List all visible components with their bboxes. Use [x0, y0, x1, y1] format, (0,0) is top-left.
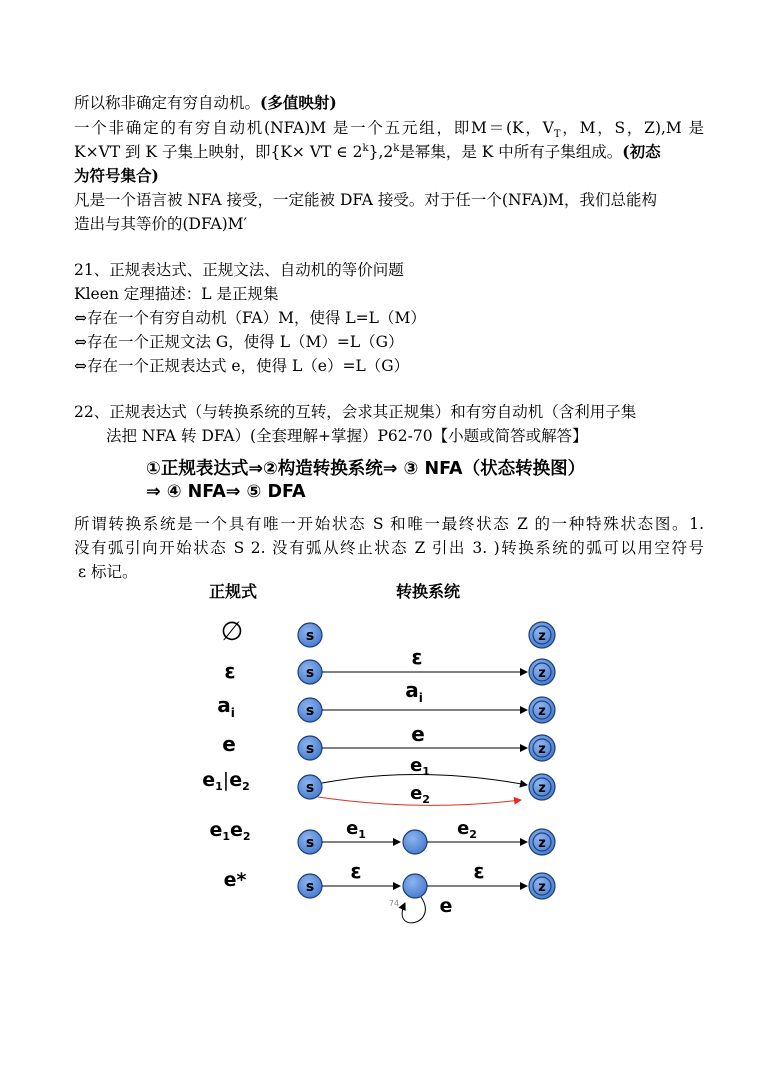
regex-kleene-star: e*: [223, 869, 247, 891]
svg-text:s: s: [305, 835, 315, 851]
svg-text:s: s: [305, 665, 315, 681]
final-state: [529, 774, 555, 800]
regex-epsilon: ε: [224, 659, 236, 683]
regex-alternation: $e_1|e_2$: [202, 769, 250, 793]
edge-label: ε: [411, 645, 423, 669]
start-state: [298, 623, 322, 647]
list-item: ⇔存在一个正规文法 G，使得 L（M）=L（G）: [74, 333, 404, 351]
steps-line: ①正规表达式⇒②构造转换系统⇒ ③ NFA（状态转换图）: [146, 459, 586, 479]
self-loop-arrow: [402, 897, 425, 923]
paragraph-line: 为符号集合): [74, 166, 159, 185]
svg-text:s: s: [305, 780, 315, 796]
edge-label: $e_1$: [346, 818, 366, 841]
edge-label: $e_2$: [410, 783, 430, 806]
page-number: 74: [388, 899, 400, 908]
regex-concatenation: $e_1e_2$: [209, 819, 251, 843]
superscript: k: [362, 142, 369, 154]
text: 是幂集，是 K 中所有子集组成。: [399, 143, 623, 161]
final-state: [529, 697, 555, 723]
paragraph-line: 凡是一个语言被 NFA 接受，一定能被 DFA 接受。对于任一个(NFA)M，我们总能构: [74, 191, 658, 209]
start-state: [298, 698, 322, 722]
svg-text:s: s: [305, 628, 315, 644]
bold-text: (多值映射): [260, 93, 337, 112]
svg-text:z: z: [538, 704, 546, 719]
svg-text:s: s: [305, 703, 315, 719]
section-heading: 21、正规表达式、正规文法、自动机的等价问题: [74, 261, 404, 279]
svg-text:z: z: [538, 629, 546, 644]
svg-text:z: z: [538, 666, 546, 681]
column-header-system: 转换系统: [395, 582, 461, 601]
superscript: k: [393, 142, 400, 154]
column-header-regex: 正规式: [208, 582, 258, 601]
section-heading-cont: 法把 NFA 转 DFA）(全套理解+掌握）P62-70【小题或简答或解答】: [106, 427, 588, 445]
bold-text: (初态: [622, 142, 661, 161]
text: },2: [368, 143, 394, 161]
subscript: T: [553, 129, 561, 141]
edge-label: $a_i$: [405, 678, 423, 705]
edge-label: $e_2$: [457, 818, 477, 841]
svg-text:s: s: [305, 879, 315, 895]
start-state: [298, 874, 322, 898]
final-state: [529, 829, 555, 855]
paragraph-line: 所谓转换系统是一个具有唯一开始状态 S 和唯一最终状态 Z 的一种特殊状态图。1.: [74, 515, 704, 533]
paragraph-line: ε 标记。: [78, 563, 138, 581]
section-heading: 22、正规表达式（与转换系统的互转，会求其正规集）和有穷自动机（含利用子集: [74, 403, 637, 421]
final-state: [529, 659, 555, 685]
svg-text:s: s: [305, 741, 315, 757]
final-state: [529, 735, 555, 761]
svg-text:z: z: [538, 836, 546, 851]
intermediate-state: [403, 874, 427, 898]
edge-label: ε: [350, 859, 362, 883]
svg-text:z: z: [538, 880, 546, 895]
text: 一个非确定的有穷自动机(NFA)M 是一个五元组，即M＝(K，V: [74, 119, 554, 137]
regex-empty-set: ∅: [220, 617, 244, 647]
regex-ai: $a_i$: [217, 693, 235, 720]
svg-text:z: z: [538, 742, 546, 757]
text: 所以称非确定有穷自动机。: [74, 94, 261, 112]
paragraph-line: 造出与其等价的(DFA)M′: [74, 215, 248, 233]
start-state: [298, 736, 322, 760]
start-state: [298, 660, 322, 684]
list-item: ⇔存在一个有穷自动机（FA）M，使得 L=L（M）: [74, 309, 426, 327]
steps-line: ⇒ ④ NFA⇒ ⑤ DFA: [146, 482, 306, 502]
intermediate-state: [403, 830, 427, 854]
svg-text:z: z: [538, 781, 546, 796]
start-state: [298, 775, 322, 799]
final-state: [529, 622, 555, 648]
start-state: [298, 830, 322, 854]
text: K×VT 到 K 子集上映射，即{K× VT ∈ 2: [74, 143, 363, 161]
loop-label: e: [439, 895, 453, 917]
edge-label: e: [411, 722, 425, 746]
edge-label: $e_1$: [410, 755, 430, 778]
list-item: ⇔存在一个正规表达式 e，使得 L（e）=L（G）: [74, 357, 410, 375]
paragraph-line: 没有弧引向开始状态 S 2. 没有弧从终止状态 Z 引出 3. )转换系统的弧可以用空符号: [74, 539, 704, 557]
paragraph-line: Kleen 定理描述：L 是正规集: [74, 285, 279, 303]
text: ，M，S，Z),M 是: [560, 119, 704, 137]
final-state: [529, 873, 555, 899]
regex-e: e: [222, 732, 236, 756]
edge-label: ε: [473, 859, 485, 883]
